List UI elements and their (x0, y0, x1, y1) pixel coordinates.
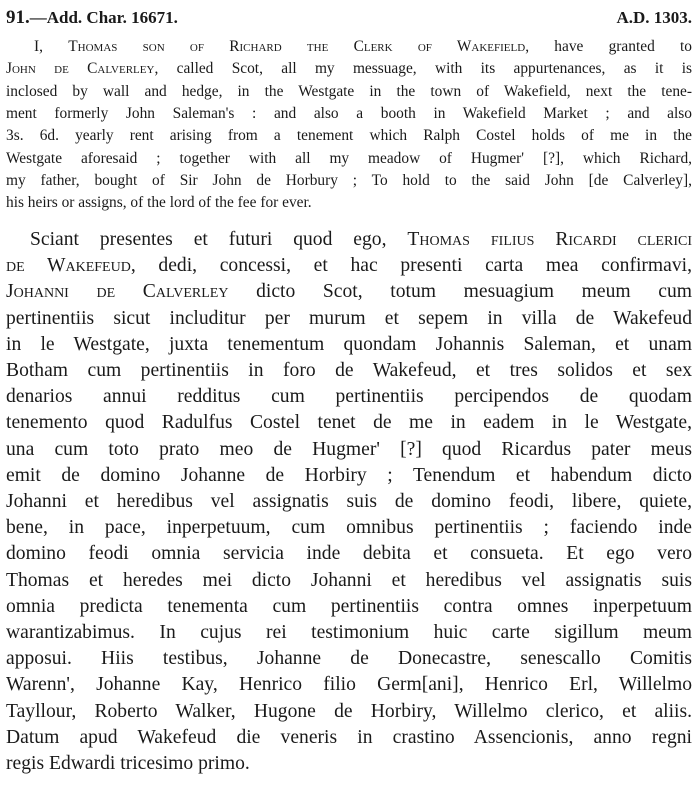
english-text-run: ment formerly (6, 104, 126, 122)
english-line (6, 103, 692, 125)
latin-text-run: , et aliis. (599, 700, 692, 722)
english-text-run: , have granted to (525, 38, 692, 55)
english-text-run: Richard, (639, 149, 692, 167)
latin-text-run: Thomas filius Ricardi clerici (407, 229, 692, 250)
latin-text-run: , dedi, concessi, et hac presenti carta mea confirmavi, (130, 255, 692, 277)
english-text-run: , bought of (75, 171, 180, 189)
latin-text-run: Johanni et heredibus vel assignatis suis de domino feodi, libere, quiete, (6, 491, 692, 512)
latin-text-run: Warenn' (6, 674, 70, 696)
latin-line (6, 646, 692, 672)
latin-text-run: Wakefeud (613, 307, 692, 329)
english-text-run: : and also a booth in (234, 104, 463, 122)
latin-text-run: apposui. Hiis testibus, (6, 648, 257, 670)
latin-line (6, 463, 692, 489)
english-line (6, 125, 692, 147)
english-line (6, 192, 692, 214)
latin-line (6, 306, 692, 332)
charter-date: A.D. 1303. (616, 8, 692, 27)
english-text-run: in the town of (354, 82, 504, 100)
latin-line (6, 699, 692, 725)
english-line (6, 148, 692, 170)
latin-text-run: domino Johanne de Horbiry (100, 464, 367, 486)
latin-text-run: Hugmer' (312, 438, 380, 460)
latin-text-run: , et tres solidos et sex (451, 360, 692, 381)
latin-text-run: [?] quod (379, 438, 502, 460)
latin-text-run: , et unam (590, 333, 692, 355)
charter-number: 91. (6, 7, 30, 28)
latin-line (6, 410, 692, 436)
latin-text-run: senescallo Comitis (520, 648, 692, 670)
latin-text-run: pertinentiis sicut includitur per murum et sepem in villa de (6, 307, 614, 329)
latin-text-run: Johanne de Donecastre (256, 648, 487, 670)
english-text-run: yearly rent arising from a tenement which (58, 127, 424, 145)
latin-text-run: Hugone de Horbiry (253, 700, 432, 722)
latin-line (6, 384, 692, 410)
latin-text-run: foro de Wakefeud (283, 360, 452, 381)
latin-line (6, 594, 692, 620)
english-text-run: John de Calverley (6, 60, 155, 78)
english-line (6, 58, 692, 80)
latin-line (6, 541, 692, 567)
latin-text-run: Willelmo clerico (454, 700, 600, 722)
english-text-run: ; To hold to the said John [de Calverley], (337, 171, 692, 189)
latin-text-run: Thomas et heredes mei dicto Johanni et heredibus vel assignatis suis (6, 569, 692, 591)
english-text-run: Ralph Costel (423, 127, 516, 145)
latin-text-run: [ (421, 674, 429, 696)
english-text-run: inclosed by wall and hedge, in the (6, 82, 299, 100)
english-line (6, 170, 692, 192)
latin-text-run: Radulfus Costel (161, 412, 301, 434)
latin-line (6, 620, 692, 646)
latin-line (6, 253, 692, 279)
latin-text-run: , (212, 674, 239, 696)
latin-text-run: domino feodi omnia servicia inde debita et consueta. Et ego vero (6, 543, 692, 565)
latin-text-run: omnia predicta tenementa cum pertinentiis contra omnes inperpetuum (6, 595, 692, 617)
english-text-run: Wakefield (503, 82, 567, 100)
english-text-run: Hugmer' (470, 149, 525, 167)
latin-text-run: , (431, 700, 455, 722)
english-text-run: his heirs or assigns, of the lord of the fee for ever. (6, 194, 312, 212)
english-line (34, 36, 692, 58)
latin-text-run: ], (452, 674, 485, 696)
latin-text-run: Roberto Walker (94, 700, 231, 722)
latin-text-run: de Wakefeud (6, 255, 131, 277)
latin-text-run: Tayllour (6, 700, 72, 722)
latin-line (6, 489, 692, 515)
english-text-run: Westgate aforesaid ; together with all my meadow of (6, 149, 471, 167)
english-text-run: Westgate (298, 82, 355, 100)
latin-line (30, 227, 692, 253)
latin-line (6, 515, 692, 541)
latin-text-run: dicto Scot (256, 281, 358, 303)
latin-text-run: Henrico filio Germ (238, 674, 422, 696)
latin-text-run: tenet de me in eadem in le Westgate, (300, 412, 692, 434)
latin-text-run: tenemento quod (6, 412, 162, 434)
english-text-run: , all my messuage, with its appurtenances, as it is (259, 60, 692, 78)
latin-text-run: Sciant presentes et futuri quod ego, (30, 229, 408, 250)
latin-text-run: , (486, 648, 521, 670)
latin-text-run: Datum apud Wakefeud die veneris in crastino Assencionis, anno regni (6, 726, 692, 748)
latin-text-run: bene, in pace, inperpetuum, cum omnibus pertinentiis ; faciendo inde (6, 517, 692, 539)
latin-text-run: ; Tenendum et habendum dicto (366, 464, 692, 486)
latin-text-run: in (6, 333, 41, 355)
latin-text-run: ani (428, 674, 453, 696)
latin-text-run: , juxta tenementum quondam (144, 333, 436, 355)
english-text-run: holds of me in the (515, 127, 692, 145)
english-text-run: John Saleman's (125, 104, 235, 122)
latin-line (6, 751, 692, 777)
english-text-run: Wakefield Market (462, 104, 588, 122)
english-text-run: Thomas son of Richard the Clerk of Wakefield (68, 38, 526, 55)
english-line (6, 81, 692, 103)
english-text-run: 3 (6, 127, 14, 145)
latin-text-run: Botham cum pertinentiis in (6, 360, 283, 381)
latin-text-run: , (230, 700, 254, 722)
english-text-run: 6 (23, 127, 48, 145)
latin-line (6, 437, 692, 463)
charter-reference: —Add. Char. 16671. (29, 8, 178, 27)
english-text-run: I, (34, 38, 69, 55)
latin-line (6, 332, 692, 358)
latin-text-run: Willelmo (618, 674, 692, 696)
latin-text-run: , (71, 700, 95, 722)
latin-text-run: warantizabimus. In cujus rei testimonium huic carte sigillum meum (6, 622, 692, 643)
latin-line (6, 568, 692, 594)
latin-line (6, 279, 692, 305)
latin-text-run: Johanne Kay (96, 674, 213, 696)
latin-line (6, 672, 692, 698)
latin-text-run: Johanni de Calverley (6, 281, 229, 303)
latin-text-run: una cum toto prato meo de (6, 438, 313, 460)
english-text-run: d. (47, 127, 59, 145)
latin-text-run: Henrico Erl (484, 674, 594, 696)
latin-text-run: denarios annui redditus cum pertinentiis percipendos de quodam (6, 386, 692, 408)
latin-text-run: , totum mesuagium meum cum (357, 281, 692, 303)
english-text-run: ; and also (587, 104, 692, 122)
latin-text-run: , (69, 674, 97, 696)
latin-text-run: le Westgate (40, 333, 145, 355)
latin-text-run: emit de (6, 464, 101, 486)
latin-line (6, 358, 692, 384)
english-text-run: , (154, 60, 177, 78)
english-text-run: called Scot (176, 60, 260, 78)
charter-header (6, 5, 692, 31)
english-text-run: s. (13, 127, 24, 145)
english-text-run: my father (6, 171, 76, 189)
english-text-run: Sir John de Horbury (179, 171, 338, 189)
latin-text-run: Ricardus pater meus (501, 438, 692, 460)
latin-text-run: , (593, 674, 619, 696)
latin-text-run: Johannis Saleman (435, 333, 591, 355)
english-text-run: [?], which (524, 149, 640, 167)
latin-text-run: regis Edwardi tricesimo primo. (6, 753, 250, 774)
latin-line (6, 725, 692, 751)
english-text-run: , next the tene- (566, 82, 692, 100)
latin-text-run (228, 281, 256, 302)
